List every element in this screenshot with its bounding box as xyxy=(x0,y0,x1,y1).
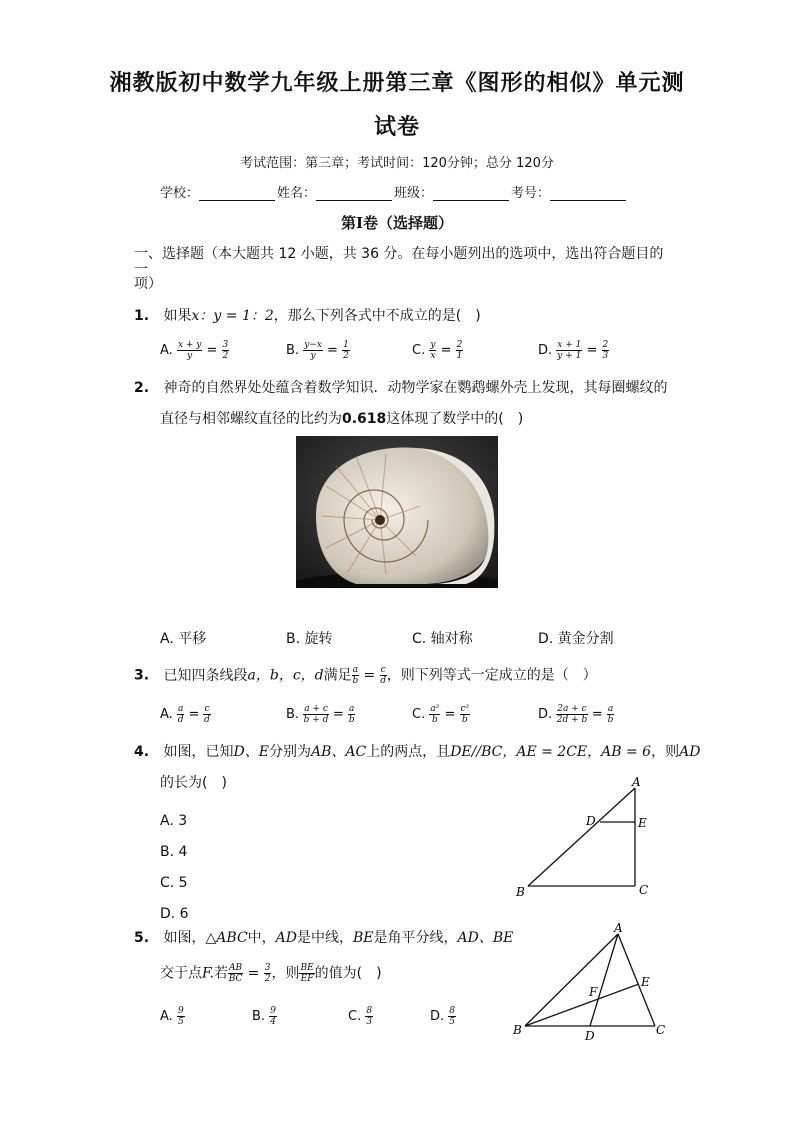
option-c[interactable]: C. 5 xyxy=(160,875,188,891)
question-1: 1. 如果x：y = 1：2，那么下列各式中不成立的是( ) xyxy=(134,308,481,324)
label-d: D xyxy=(586,814,596,828)
question-4-line1: 4. 如图，已知D、E分别为AB、AC上的两点，且DE//BC，AE = 2CE，AB = 6，则AD xyxy=(134,744,701,760)
section-instruction-line1: 一、选择题（本大题共 12 小题，共 36 分。在每小题列出的选项中，选出符合题目的一 xyxy=(134,246,664,278)
label-e: E xyxy=(641,975,650,989)
student-info-fields xyxy=(160,182,628,201)
name-blank[interactable] xyxy=(316,186,392,201)
exam-meta: 考试范围：第三章；考试时间：120分钟；总分 120分 xyxy=(240,156,554,171)
label-c: C xyxy=(656,1023,666,1037)
option-b[interactable]: B. $\frac{a + c}{b + d}$ = $\frac{a}{b}$ xyxy=(286,704,355,725)
question-2-options xyxy=(160,628,640,648)
question-2-line1: 2. 神奇的自然界处处蕴含着数学知识．动物学家在鹦鹉螺外壳上发现，其每圈螺纹的 xyxy=(134,380,668,396)
question-5-options xyxy=(160,1006,480,1027)
option-a[interactable]: A. 3 xyxy=(160,813,188,829)
option-c[interactable]: C. $\frac{\text{a²}}{b}$ = $\frac{\text{c²}}{b}$ xyxy=(412,704,470,725)
question-5-line2: 交于点F.若 $\frac{AB}{BC}$ = $\frac{3}{2}$ ，则 $\frac{BE}{EF}$ 的值为( ) xyxy=(160,963,382,984)
page-title-line2: 试卷 xyxy=(373,114,420,140)
option-a[interactable]: A. $\frac{x + y}{y}$ = $\frac{3}{2}$ xyxy=(160,340,229,361)
option-a[interactable]: A. 平移 xyxy=(160,631,207,647)
label-e: E xyxy=(638,816,647,830)
question-1-options xyxy=(160,340,640,361)
option-b[interactable]: B. $\frac{y-x}{y}$ = $\frac{1}{2}$ xyxy=(286,340,349,361)
label-b: B xyxy=(513,1023,522,1037)
field-exam-number: 考号： xyxy=(511,182,628,201)
label-c: C xyxy=(639,883,649,897)
option-d[interactable]: D. $\frac{8}{5}$ xyxy=(430,1006,456,1027)
question-4-options xyxy=(160,806,189,930)
question-5-line1: 5. 如图，△ABC中，AD是中线，BE是角平分线，AD、BE xyxy=(134,930,514,946)
question-4-line2: 的长为( ) xyxy=(160,775,227,791)
section-title: 第Ⅰ卷（选择题） xyxy=(340,214,454,232)
question-3: 3. 已知四条线段a，b，c，d满足 $\frac{a}{b}$ = $\frac{c}{d}$ ，则下列等式一定成立的是（ ） xyxy=(134,665,597,686)
question-4-figure xyxy=(508,774,668,900)
option-d[interactable]: D. 黄金分割 xyxy=(538,631,614,647)
option-b[interactable]: B. $\frac{9}{4}$ xyxy=(252,1006,276,1027)
field-class: 班级： xyxy=(394,182,511,201)
label-b: B xyxy=(516,885,525,899)
option-d[interactable]: D. 6 xyxy=(160,906,189,922)
field-school: 学校： xyxy=(160,182,277,201)
nautilus-shell-image xyxy=(296,436,498,588)
option-c[interactable]: C. 轴对称 xyxy=(412,631,473,647)
section-instruction-line2: 项） xyxy=(134,276,162,292)
option-b[interactable]: B. 旋转 xyxy=(286,631,333,647)
label-a: A xyxy=(632,775,641,789)
option-a[interactable]: A. $\frac{9}{5}$ xyxy=(160,1006,184,1027)
label-d: D xyxy=(585,1029,595,1043)
exam-number-blank[interactable] xyxy=(550,186,626,201)
class-blank[interactable] xyxy=(433,186,509,201)
question-5-figure xyxy=(508,920,678,1050)
question-2-line2: 直径与相邻螺纹直径的比约为0.618这体现了数学中的( ) xyxy=(160,411,524,427)
option-c[interactable]: C. $\frac{8}{3}$ xyxy=(348,1006,373,1027)
option-c[interactable]: C. $\frac{y}{x}$ = $\frac{2}{1}$ xyxy=(412,340,463,361)
school-blank[interactable] xyxy=(199,186,275,201)
page-title-line1: 湘教版初中数学九年级上册第三章《图形的相似》单元测 xyxy=(109,70,685,96)
label-a: A xyxy=(614,921,623,935)
question-3-options xyxy=(160,704,640,725)
option-b[interactable]: B. 4 xyxy=(160,844,188,860)
option-d[interactable]: D. $\frac{x + 1}{y + 1}$ = $\frac{2}{3}$ xyxy=(538,340,609,361)
label-f: F xyxy=(589,985,598,999)
option-d[interactable]: D. $\frac{2a + c}{2d + b}$ = $\frac{a}{b}$ xyxy=(538,704,614,725)
question-number: 1. xyxy=(134,308,150,324)
option-a[interactable]: A. $\frac{a}{d}$ = $\frac{c}{d}$ xyxy=(160,704,210,725)
field-name: 姓名： xyxy=(277,182,394,201)
